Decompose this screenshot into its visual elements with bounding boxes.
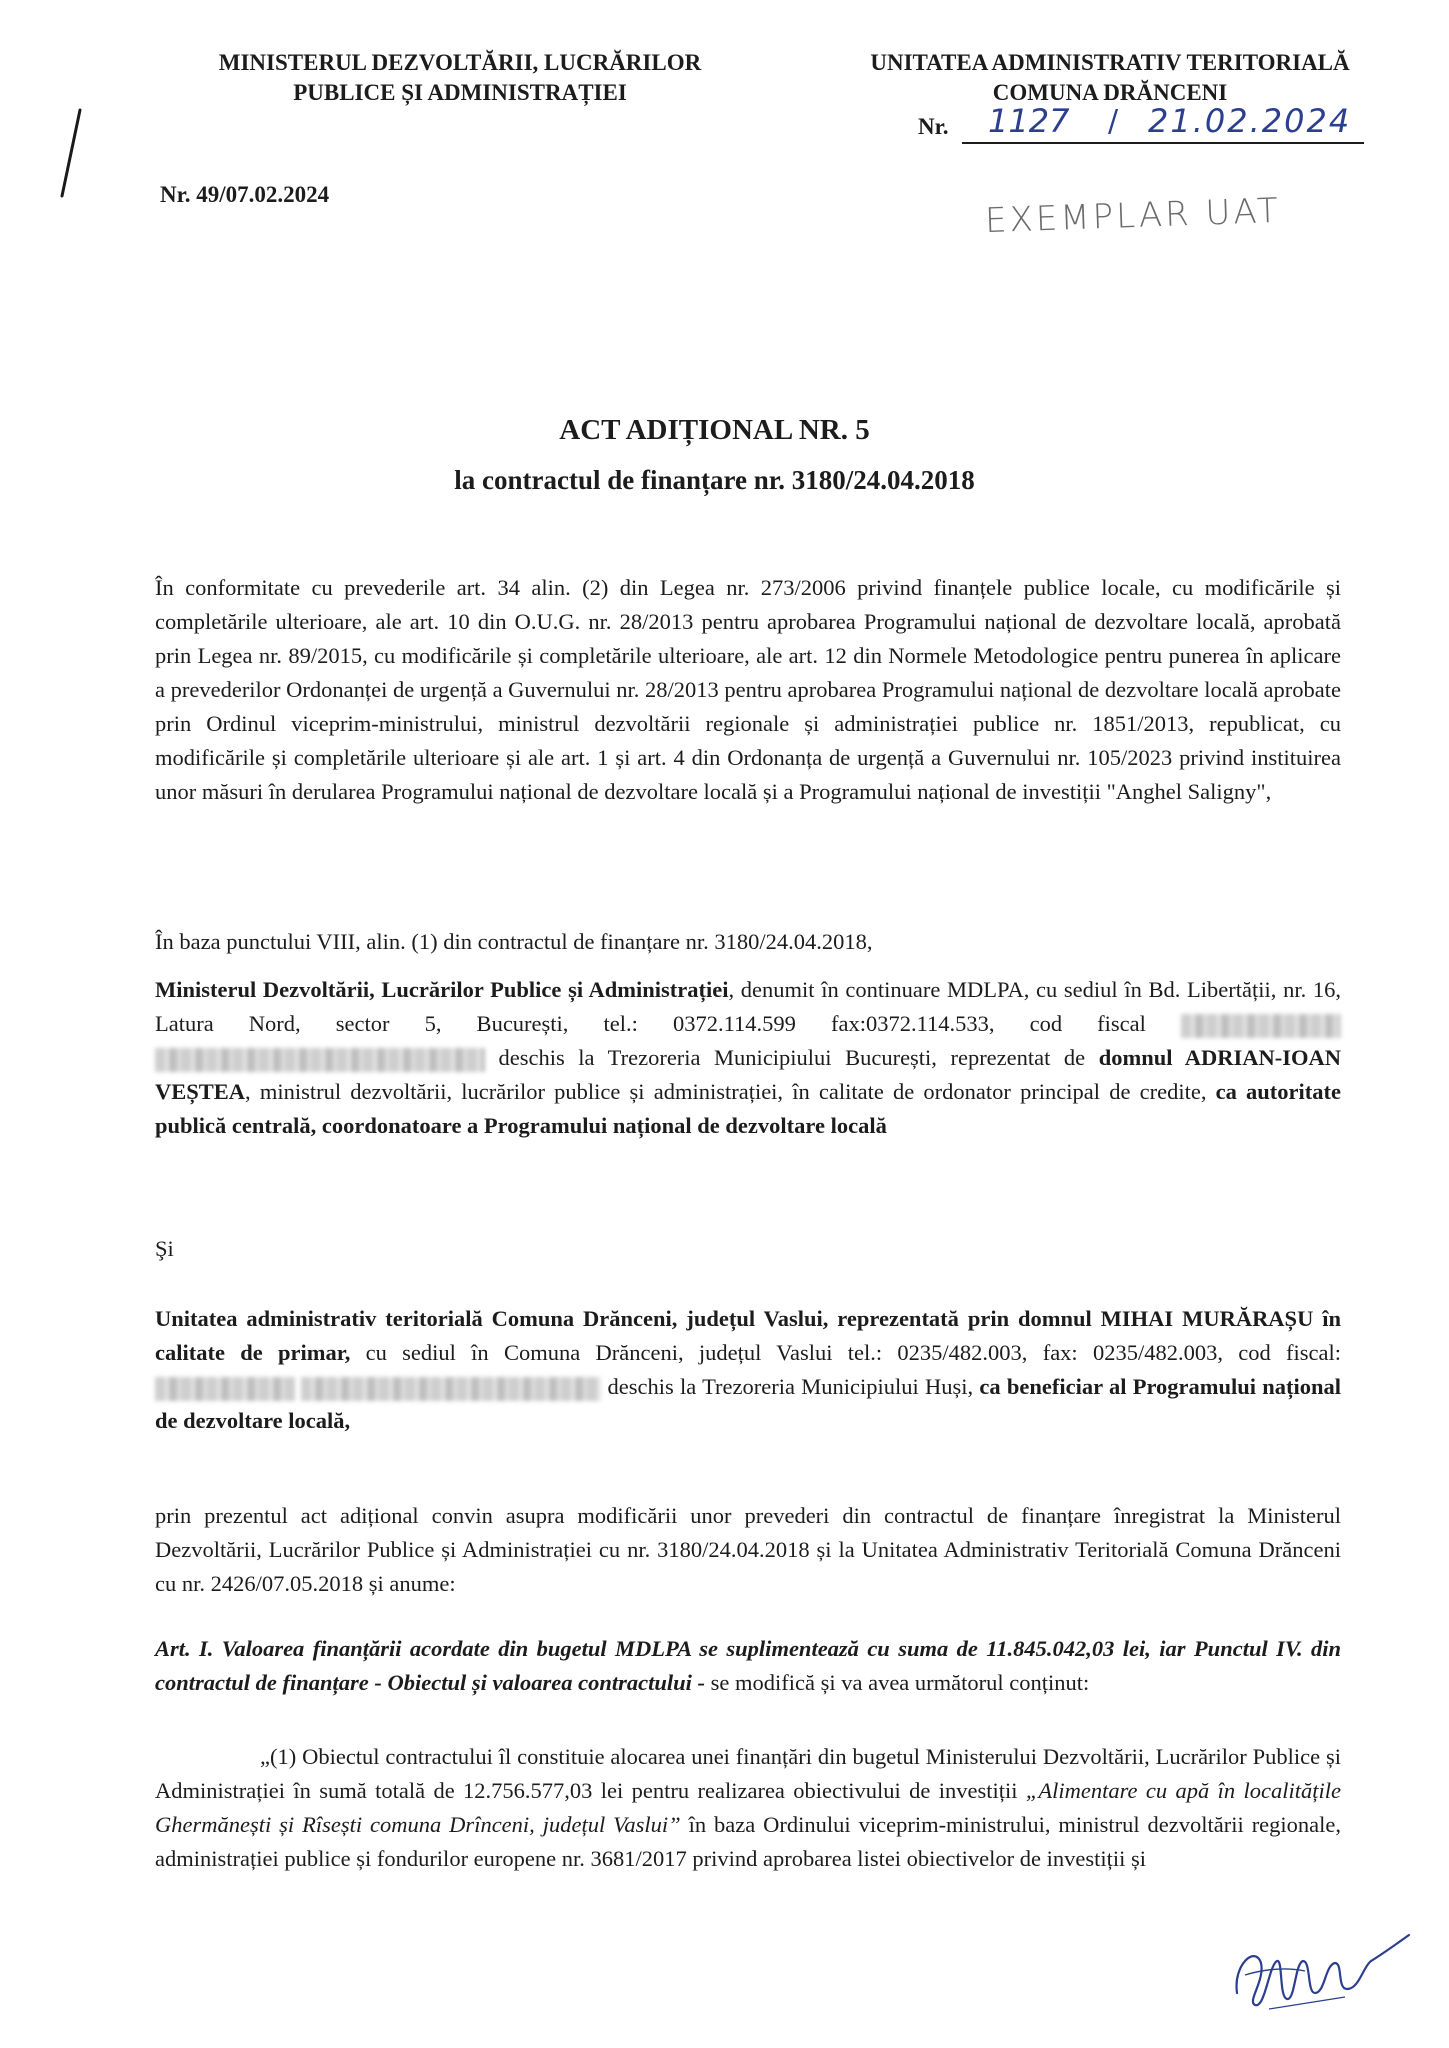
registration-underline — [962, 142, 1364, 144]
handwritten-registration-date: 21.02.2024 — [1148, 102, 1352, 140]
title-line2: la contractul de finanțare nr. 3180/24.04.2018 — [454, 465, 975, 495]
article-one — [155, 1632, 1341, 1700]
article-one-heading: Art. I. Valoarea finanțării acordate din bugetul MDLPA se suplimentează cu suma de 11.845.042,03 lei, iar Punctul IV. din contractul de finanțare - Obiectul și valoarea contractului - — [155, 1636, 1341, 1695]
ministry-authority-role: ca autoritate publică centrală, coordonatoare a Programului național de dezvoltare locală — [155, 1079, 1341, 1138]
redacted-uat-account — [301, 1377, 601, 1401]
ministry-details: , denumit în continuare MDLPA, cu sediul în Bd. Libertății, nr. 16, Latura Nord, sector 5, București, tel.: 0372.114.599 fax:0372.114.533, cod fiscal — [155, 977, 1341, 1036]
uat-header-line2: COMUNA DRĂNCENI — [992, 80, 1228, 105]
redacted-uat-fiscal-code — [155, 1377, 295, 1401]
legal-basis-paragraph: În conformitate cu prevederile art. 34 alin. (2) din Legea nr. 273/2006 privind finanțele publice locale, cu modificările și completările ulterioare, ale art. 10 din O.U.G. nr. 28/2013 pentru aprobarea Programului național de dezvoltare locală, aprobată prin Legea nr. 89/2015, cu modificările și completările ulterioare, ale art. 12 din Normele Metodologice pentru punerea în aplicare a prevederilor Ordonanței de urgență a Guvernului nr. 28/2013 pentru aprobarea Programului național de dezvoltare locală aprobate prin Ordinul viceprim-ministrului, ministrul dezvoltării regionale și administrației publice nr. 1851/2013, republicat, cu modificările și completările ulterioare și ale art. 1 și art. 4 din Ordonanța de urgență a Guvernului nr. 105/2023 privind instituirea unor măsuri în derularea Programului național de dezvoltare locală și a Programului național de investiții "Anghel Saligny", — [155, 575, 1342, 804]
uat-treasury: deschis la Trezoreria Municipiului Huși, — [607, 1374, 974, 1399]
ministry-registration-number: Nr. 49/07.02.2024 — [160, 182, 330, 207]
uat-header-line1: UNITATEA ADMINISTRATIV TERITORIALĂ — [870, 50, 1350, 75]
ministry-header-line2: PUBLICE ȘI ADMINISTRAȚIEI — [293, 80, 627, 105]
margin-slash-mark — [50, 104, 90, 204]
contract-basis-paragraph: În baza punctului VIII, alin. (1) din contractul de finanțare nr. 3180/24.04.2018, — [155, 929, 873, 954]
handwritten-registration-number: 1127 — [988, 102, 1070, 140]
uat-registration-line — [918, 102, 1368, 146]
handwritten-signature — [1225, 1905, 1415, 2025]
article-one-tail: se modifică și va avea următorul conținut: — [710, 1670, 1090, 1695]
uat-beneficiary-role: ca beneficiar al Programului național de dezvoltare locală, — [155, 1374, 1342, 1433]
ministry-rep-role: , ministrul dezvoltării, lucrărilor publice și administrației, în calitate de ordonator principal de credite, — [245, 1079, 1207, 1104]
redacted-account-number — [155, 1048, 485, 1072]
ministry-header-line1: MINISTERUL DEZVOLTĂRII, LUCRĂRILOR — [218, 50, 702, 75]
investment-objective: „Alimentare cu apă în localitățile Ghermănești și Rîsești comuna Drînceni, județul Vaslui” — [155, 1778, 1342, 1837]
uat-details: cu sediul în Comuna Drănceni, județul Vaslui tel.: 0235/482.003, fax: 0235/482.003, cod fiscal: — [365, 1340, 1341, 1365]
agreement-paragraph: prin prezentul act adițional convin asupra modificării unor prevederi din contractul de finanțare înregistrat la Ministerul Dezvoltării, Lucrărilor Publice și Administrației cu nr. 3180/24.04.2018 și la Unitatea Administrativ Teritorială Comuna Drănceni cu nr. 2426/07.05.2018 și anume: — [155, 1503, 1341, 1596]
ministry-representative: domnul ADRIAN-IOAN VEȘTEA — [155, 1045, 1342, 1104]
uat-header — [800, 48, 1420, 108]
handwritten-exemplar-note: EXEMPLAR UAT — [984, 190, 1282, 242]
title-line1: ACT ADIȚIONAL NR. 5 — [559, 414, 870, 446]
ministry-treasury: deschis la Trezoreria Municipiului București, reprezentat de — [498, 1045, 1086, 1070]
redacted-fiscal-code — [1181, 1014, 1341, 1038]
ministry-header — [150, 48, 770, 108]
uat-party-paragraph — [155, 1302, 1341, 1438]
document-title — [0, 410, 1449, 500]
contract-object-text: „(1) Obiectul contractului îl constituie alocarea unei finanțări din bugetul Ministerului Dezvoltării, Lucrărilor Publice și Administrației în sumă totală de 12.756.577,03 lei pentru realizarea obiectivului de investiții — [155, 1744, 1341, 1803]
handwritten-slash: / — [1108, 104, 1119, 139]
contract-object-paragraph — [155, 1740, 1341, 1876]
ministry-party-paragraph — [155, 973, 1341, 1143]
ministry-name: Ministerul Dezvoltării, Lucrărilor Publice și Administrației — [155, 977, 729, 1002]
conjunction-si: Şi — [155, 1236, 174, 1261]
contract-object-basis: în baza Ordinului viceprim-ministrului, ministrul dezvoltării regionale, administrației publice și fondurilor europene nr. 3681/2017 privind aprobarea listei obiectivelor de investiții și — [155, 1812, 1342, 1871]
uat-name-representative: Unitatea administrativ teritorială Comuna Drănceni, județul Vaslui, reprezentată prin domnul MIHAI MURĂRAȘU în calitate de primar, — [155, 1306, 1341, 1365]
nr-label: Nr. — [918, 114, 949, 139]
